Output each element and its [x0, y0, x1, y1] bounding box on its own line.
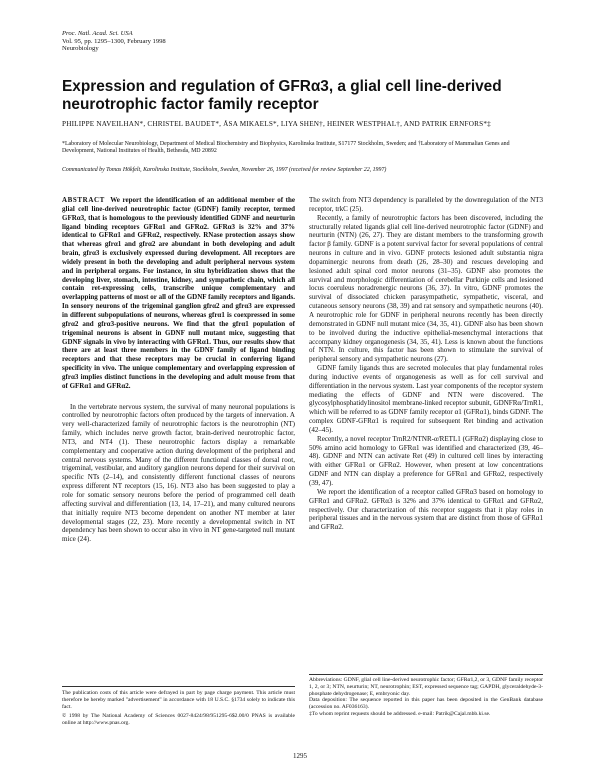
abbreviations-divider	[309, 674, 543, 675]
abbreviations: Abbreviations: GDNF, glial cell line-derived neurotrophic factor; GFRα1,2, or 3, GDNF family receptor 1, 2, or 3; NTN, neurturin; NT, neurotrophin; EST, expressed sequence tag; GAPDH, glyceraldehyde-3-phosphate dehydrogenase; E, embryonic day.	[309, 677, 543, 697]
abstract-text: We report the identification of an additional member of the glial cell line-derived neurotrophic factor (GDNF) family receptor, termed GFRα3, that is homologous to the previously identified GDNF and neurturin ligand binding receptors GFRα1 and GFRα2. GFRα3 is 32% and 37% identical to GFRα1 and GFRα2, respectively. RNase protection assays show that whereas gfrα1 and gfrα2 are abundant in both developing and adult brain, gfrα3 is exclusively expressed during development. All receptors are widely present in both the developing and adult peripheral nervous system and in peripheral organs. For instance, in situ hybridization shows that the developing liver, stomach, intestine, kidney, and sympathetic chain, which all contain ret-expressing cells, transcribe unique complementary and overlapping patterns of most or all of the GDNF family receptors and ligands. In sensory neurons of the trigeminal ganglion gfrα2 and gfrα3 are expressed in different subpopulations of neurons, whereas gfrα1 is coexpressed in some gfrα2 and gfrα3-positive neurons. We find that the gfrα1 population of trigeminal neurons is absent in GDNF null mutant mice, suggesting that GDNF signals in vivo by interacting with GFRα1. Thus, our results show that there are at least three members in the GDNF family of ligand binding receptors and that these receptors may be crucial in conferring ligand specificity in vivo. The unique complementary and overlapping expression of gfrα3 implies distinct functions in the developing and adult mouse from that of GFRα1 and GFRα2.	[62, 196, 295, 390]
paper-title: Expression and regulation of GFRα3, a glial cell line-derived neurotrophic factor family receptor	[62, 78, 502, 113]
footnote-page-charge: The publication costs of this article were defrayed in part by page charge payment. This article must therefore be hereby marked "advertisement" in accordance with 18 U.S.C. §1734 solely to indicate this fact.	[62, 690, 295, 710]
journal-name: Proc. Natl. Acad. Sci. USA	[62, 30, 133, 37]
body-paragraph: Recently, a novel receptor TrnR2/NTNR-α/RETL1 (GFRα2) displaying close to 50% amino acid homology to GFRα1 was identified and characterized (39, 46–48). GDNF and NTN can activate Ret (49) in cultured cell lines by interacting with either GFRα1 or GFRα2. However, when present at low concentrations GDNF and NTN can display a preference for GFRα1 and GFRα2, respectively (39, 47).	[309, 434, 543, 487]
body-paragraph: The switch from NT3 dependency is paralleled by the downregulation of the NT3 receptor, trkC (25).	[309, 196, 543, 213]
author-list: PHILIPPE NAVEILHAN*, CHRISTEL BAUDET*, ÅSA MIKAELS*, LIYA SHEN†, HEINER WESTPHAL†, AND PATRIK ERNFORS*‡	[62, 120, 491, 128]
page-number: 1295	[293, 752, 307, 760]
journal-header	[62, 30, 166, 53]
body-paragraph: GDNF family ligands thus are secreted molecules that play fundamental roles during inductive events of organogenesis as well as for cell survival and differentiation in the nervous system. Last year components of the receptor system mediating the effects of GDNF and NTN were discovered. The glycosylphosphatidylinositol membrane-linked receptor subunit, GDNFRα/TrnR1, which will be referred to as GDNF family receptor α1 (GFRα1), binds GDNF. The complex GDNF-GFRα1 is required for subsequent Ret binding and activation (42–45).	[309, 364, 543, 434]
right-column	[309, 196, 543, 532]
abbreviations-block	[309, 677, 543, 718]
body-paragraph: In the vertebrate nervous system, the survival of many neuronal populations is controlled by neurotrophic factors often produced by the targets of innervation. A very well-characterized family of neurotrophic factors is the neurotrophin (NT) family, which includes nerve growth factor, brain-derived neurotrophic factor, NT3, and NT4 (1). These neurotrophic factors display a remarkable complementary and cooperative action during development of the peripheral and central nervous systems. Many of the different functional classes of dorsal root, trigeminal, vestibular, and auditory ganglion neurons depend for their survival on specific NTs (2–14), and consistently different functional classes of neurons express different NT receptors (15, 16). NT3 also has been suggested to play a role for somatic sensory neurons before the period of programmed cell death affecting survival and differentiation (13, 14, 17–21), and many cultured neurons that initially require NT3 become dependent on another NT member at later developmental stages (22, 23). More recently a developmental switch in NT dependency has been shown to occur also in vivo in NT gene-targeted null mutant mice (24).	[62, 402, 295, 544]
abstract-label: ABSTRACT	[62, 196, 105, 204]
left-column	[62, 196, 295, 544]
footnote-divider	[62, 686, 295, 687]
footnotes	[62, 690, 295, 729]
data-deposition: Data deposition: The sequence reported in this paper has been deposited in the GenBank database (accession no. AF036163).	[309, 697, 543, 711]
affiliations: *Laboratory of Molecular Neurobiology, Department of Medical Biochemistry and Biophysics, Karolinska Institute, S17177 Stockholm, Sweden; and †Laboratory of Mammalian Genes and Development, National Institutes of Health, Bethesda, MD 20892	[62, 141, 510, 155]
journal-section: Neurobiology	[62, 45, 99, 53]
communicated-by: Communicated by Tomas Hökfelt, Karolinska Institute, Stockholm, Sweden, November 26, 1997 (received for review September 22, 1997)	[62, 167, 387, 173]
body-paragraph: We report the identification of a receptor called GFRα3 based on homology to GFRα1 and GFRα2. GFRα3 is 32% and 37% identical to GFRα1 and GFRα2, respectively. Our characterization of this receptor suggests that it play roles in peripheral tissues and in the nervous system that are distinct from those of GFRα1 and GFRα2.	[309, 487, 543, 532]
abstract	[62, 196, 295, 391]
journal-volume: Vol. 95, pp. 1295–1300, February 1998	[62, 37, 166, 45]
correspondence: ‡To whom reprint requests should be addressed. e-mail: Patrik@Cajal.mbb.ki.se.	[309, 710, 491, 717]
body-paragraph: Recently, a family of neurotrophic factors has been discovered, including the structurally related ligands glial cell line-derived neurotrophic factor (GDNF) and neurturin (NTN) (26, 27). They are distant members to the transforming growth factor β family. GDNF is a potent survival factor for several populations of central neurons in culture and in vivo. GDNF protects lesioned adult substantia nigra dopaminergic neurons from death (26, 28–30) and rescues developing and lesioned adult spinal cord motor neurons (31–35). GDNF also promotes the survival and morphologic differentiation of cerebellar Purkinje cells and lesioned locus coeruleus noradrenergic neurons (36, 37). In vitro, GDNF promotes the survival of dissociated chicken parasympathetic, sympathetic, visceral, and cutaneous sensory neurons (38, 39) and rat sensory and sympathetic neurons (40). A neurotrophic role for GDNF in peripheral neurons recently has been directly demonstrated in GDNF null mutant mice (34, 35, 41). GDNF also has been shown to be involved during the inductive epithelial-mesenchymal interactions that accompany kidney organogenesis (34, 35, 41). Less is known about the functions of NTN. In culture, this factor has been shown to stimulate the survival of peripheral sensory and sympathetic neurons (27).	[309, 213, 543, 364]
footnote-copyright: © 1998 by The National Academy of Sciences 0027-8424/98/951295-6$2.00/0 PNAS is available online at http://www.pnas.org.	[62, 712, 295, 726]
